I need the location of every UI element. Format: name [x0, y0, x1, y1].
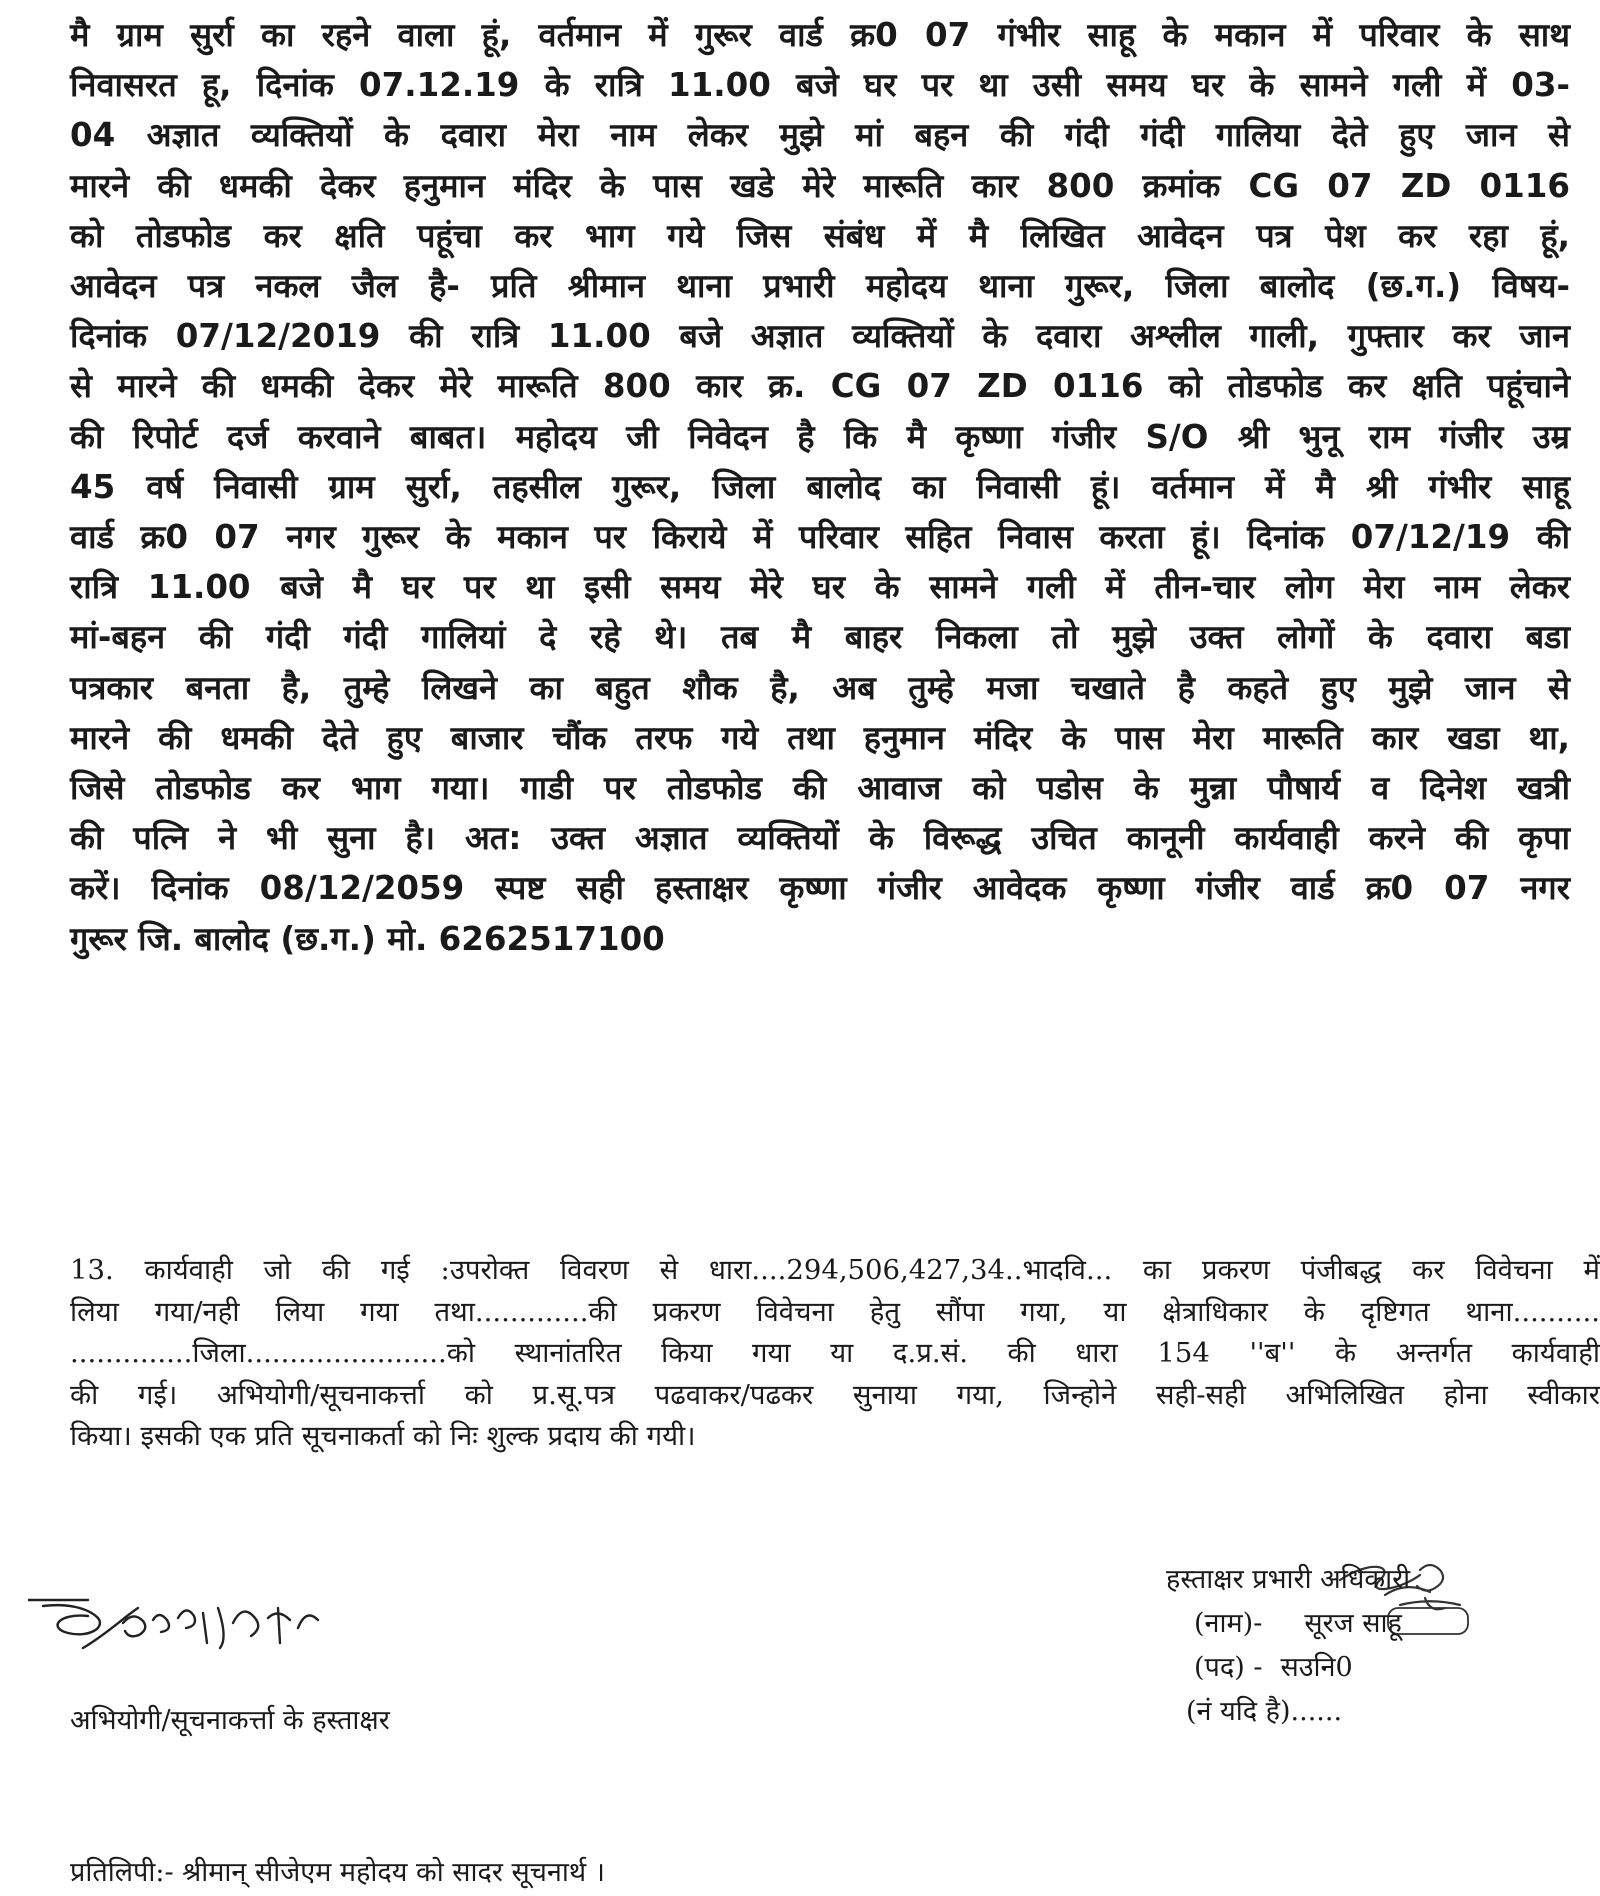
narrative-line: 04 अज्ञात व्यक्तियों के दवारा मेरा नाम लेकर मुझे मां बहन की गंदी गंदी गालिया देते हुए जान से — [70, 116, 1570, 155]
officer-post-label: (पद) - — [1194, 1652, 1263, 1683]
action-line: लिया गया/नही लिया गया तथा.............की प्रकरण विवेचना हेतु सौंपा गया, या क्षेत्राधिकार के दृष्टिगत थाना.......... — [70, 1295, 1600, 1328]
narrative-line: गुरूर जि. बालोद (छ.ग.) मो. 6262517100 — [70, 919, 665, 958]
narrative-line: मां-बहन की गंदी गंदी गालियां दे रहे थे। तब मै बाहर निकला तो मुझे उक्त लोगों के दवारा बडा — [70, 618, 1570, 657]
narrative-line: की रिपोर्ट दर्ज करवाने बाबत। महोदय जी निवेदन है कि मै कृष्णा गंजीर S/O श्री भुनू राम गंजीर उम्र — [70, 417, 1570, 456]
officer-signature-title: हस्ताक्षर प्रभारी अधिकारी — [1166, 1564, 1411, 1595]
action-line: 13. कार्यवाही जो की गई :उपरोक्त विवरण से धारा....294,506,427,34..भादवि... का प्रकरण पंजीबद्ध कर विवेचना में — [70, 1254, 1600, 1286]
narrative-line: निवासरत हू, दिनांक 07.12.19 के रात्रि 11.00 बजे घर पर था उसी समय घर के सामने गली में 03- — [70, 66, 1570, 105]
narrative-line: मारने की धमकी देते हुए बाजार चौंक तरफ गये तथा हनुमान मंदिर के पास मेरा मारूति कार खडा था, — [70, 718, 1570, 757]
narrative-line: आवेदन पत्र नकल जैल है- प्रति श्रीमान थाना प्रभारी महोदय थाना गुरूर, जिला बालोद (छ.ग.) विषय- — [70, 267, 1570, 306]
narrative-line: की पत्नि ने भी सुना है। अत: उक्त अज्ञात व्यक्तियों के विरूद्ध उचित कानूनी कार्यवाही करने की कृपा — [70, 819, 1570, 858]
narrative-line: पत्रकार बनता है, तुम्हे लिखने का बहुत शौक है, अब तुम्हे मजा चखाते है कहते हुए मुझे जान से — [70, 668, 1570, 707]
narrative-line: मारने की धमकी देकर हनुमान मंदिर के पास खडे मेरे मारूति कार 800 क्रमांक CG 07 ZD 0116 — [70, 166, 1570, 205]
officer-post-value: सउनि0 — [1280, 1652, 1353, 1683]
action-line: की गई। अभियोगी/सूचनाकर्त्ता को प्र.सू.पत्र पढवाकर/पढकर सुनाया गया, जिन्होने सही-सही अभिलिखित होना स्वीकार — [70, 1378, 1600, 1411]
narrative-line: रात्रि 11.00 बजे मै घर पर था इसी समय मेरे घर के सामने गली में तीन-चार लोग मेरा नाम लेकर — [70, 568, 1570, 607]
narrative-line: जिसे तोडफोड कर भाग गया। गाडी पर तोडफोड की आवाज को पडोस के मुन्ना पौषार्य व दिनेश खत्री — [70, 769, 1570, 808]
narrative-line: दिनांक 07/12/2019 की रात्रि 11.00 बजे अज्ञात व्यक्तियों के दवारा अश्लील गाली, गुफ्तार कर जान — [70, 317, 1570, 356]
narrative-line: मै ग्राम सुर्रा का रहने वाला हूं, वर्तमान में गुरूर वार्ड क्र0 07 गंभीर साहू के मकान में परिवार के साथ — [70, 16, 1570, 54]
action-line: किया। इसकी एक प्रति सूचनाकर्ता को निः शुल्क प्रदाय की गयी। — [70, 1420, 696, 1452]
action-line: ..............जिला.......................को स्थानांतरित किया गया या द.प्र.सं. की धारा 154 ''ब'' के अन्तर्गत कार्यवाही — [70, 1337, 1600, 1369]
complaint-narrative — [70, 10, 1570, 964]
narrative-line: वार्ड क्र0 07 नगर गुरूर के मकान पर किराये में परिवार सहित निवास करता हूं। दिनांक 07/12/19 की — [70, 518, 1570, 557]
complainant-handwritten-signature — [28, 1578, 368, 1673]
narrative-line: से मारने की धमकी देकर मेरे मारूति 800 कार क्र. CG 07 ZD 0116 को तोडफोड कर क्षति पहूंचाने — [70, 367, 1570, 406]
officer-name-value: सूरज साहू — [1304, 1608, 1402, 1639]
narrative-line: को तोडफोड कर क्षति पहूंचा कर भाग गये जिस संबंध में मै लिखित आवेदन पत्र पेश कर रहा हूं, — [70, 216, 1570, 255]
complainant-signature-caption: अभियोगी/सूचनाकर्त्ता के हस्ताक्षर — [70, 1705, 390, 1736]
narrative-line: 45 वर्ष निवासी ग्राम सुर्रा, तहसील गुरूर, जिला बालोद का निवासी हूं। वर्तमान में मै श्री गंभीर साहू — [70, 467, 1570, 506]
officer-signature-block — [1166, 1558, 1546, 1734]
action-taken-section — [70, 1250, 1600, 1458]
officer-post-row — [1166, 1646, 1546, 1690]
officer-name-row — [1166, 1602, 1546, 1646]
copy-to-line: प्रतिलिपी:- श्रीमान् सीजेएम महोदय को सादर सूचनार्थ । — [70, 1857, 605, 1888]
officer-number-label: (नं यदि है)...... — [1186, 1696, 1343, 1727]
officer-name-label: (नाम)- — [1194, 1608, 1263, 1639]
narrative-line: करें। दिनांक 08/12/2059 स्पष्ट सही हस्ताक्षर कृष्णा गंजीर आवेदक कृष्णा गंजीर वार्ड क्र0 07 नगर — [70, 869, 1570, 908]
